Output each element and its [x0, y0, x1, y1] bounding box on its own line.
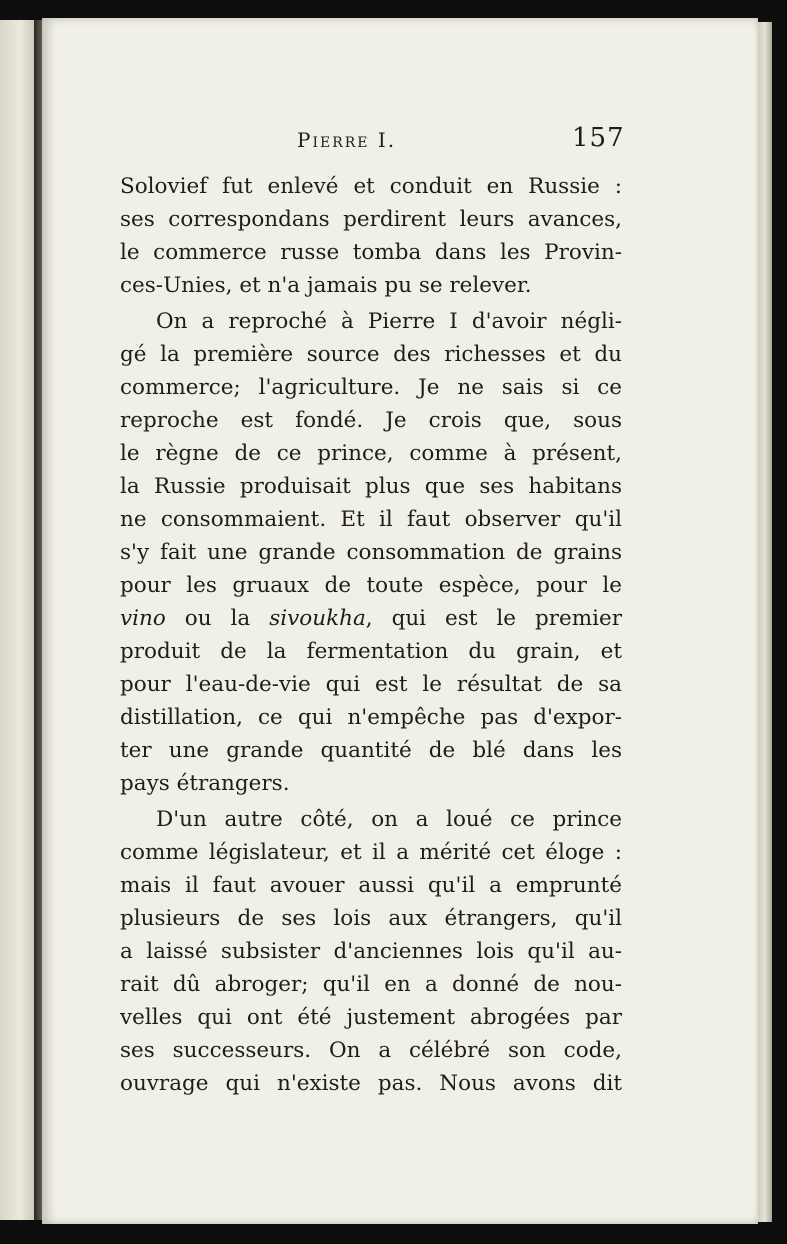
text-line: s'y fait une grande consommation de grains — [120, 540, 622, 565]
page-header — [42, 118, 758, 158]
text-line: gé la première source des richesses et du — [120, 342, 622, 367]
text-line: comme législateur, et il a mérité cet éloge : — [120, 840, 622, 865]
previous-page-edge — [0, 20, 36, 1220]
text-line: vino ou la sivoukha, qui est le premier — [120, 606, 622, 631]
text-line: D'un autre côté, on a loué ce prince — [156, 807, 622, 832]
text-line: ne consommaient. Et il faut observer qu'il — [120, 507, 622, 532]
page-stack-edge — [758, 22, 772, 1222]
text-line: mais il faut avouer aussi qu'il a emprunté — [120, 873, 622, 898]
text-line: pays étrangers. — [120, 771, 290, 796]
text-line: le commerce russe tomba dans les Provin- — [120, 240, 622, 265]
text-line: pour les gruaux de toute espèce, pour le — [120, 573, 622, 598]
text-line: velles qui ont été justement abrogées par — [120, 1005, 622, 1030]
text-line: reproche est fondé. Je crois que, sous — [120, 408, 622, 433]
text-line: plusieurs de ses lois aux étrangers, qu'il — [120, 906, 622, 931]
book-page — [42, 18, 758, 1224]
text-line: la Russie produisait plus que ses habitans — [120, 474, 622, 499]
body-text — [120, 170, 622, 1100]
text-line: ouvrage qui n'existe pas. Nous avons dit — [120, 1071, 622, 1096]
text-line: ses successeurs. On a célébré son code, — [120, 1038, 622, 1063]
running-head: Pierre I. — [297, 128, 397, 152]
page-number: 157 — [572, 123, 625, 153]
text-line: ter une grande quantité de blé dans les — [120, 738, 622, 763]
text-line: On a reproché à Pierre I d'avoir négli- — [156, 309, 622, 334]
text-line: distillation, ce qui n'empêche pas d'expor- — [120, 705, 622, 730]
text-line: a laissé subsister d'anciennes lois qu'il au- — [120, 939, 622, 964]
text-line: rait dû abroger; qu'il en a donné de nou- — [120, 972, 622, 997]
text-line: commerce; l'agriculture. Je ne sais si ce — [120, 375, 622, 400]
text-line: produit de la fermentation du grain, et — [120, 639, 622, 664]
text-line: ces-Unies, et n'a jamais pu se relever. — [120, 273, 532, 298]
text-line: le règne de ce prince, comme à présent, — [120, 441, 622, 466]
text-line: Solovief fut enlevé et conduit en Russie : — [120, 174, 622, 199]
text-line: ses correspondans perdirent leurs avances, — [120, 207, 622, 232]
text-line: pour l'eau-de-vie qui est le résultat de sa — [120, 672, 622, 697]
